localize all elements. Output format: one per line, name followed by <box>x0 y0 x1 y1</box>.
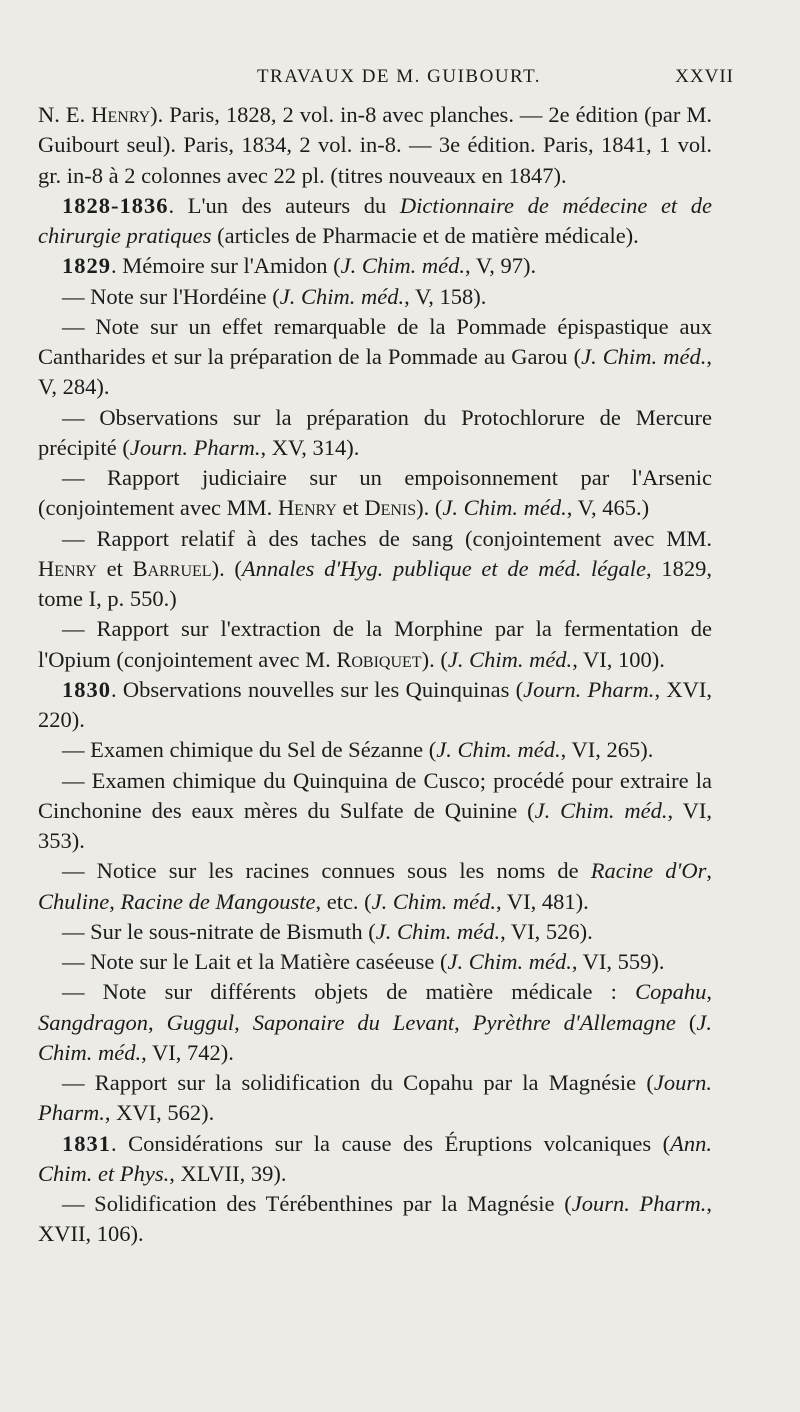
text-run: , V, 97). <box>465 253 537 279</box>
text-run: ). Paris, 1828, 2 vol. in-8 avec planches. — 2e édition (par M. Guibourt seul). Paris, 1834, 2 vol. in-8. — 3e édition. Paris, 1841, 1 vol. gr. in-8 à 2 colonnes avec 22 pl. (titres nouveaux en 1847). <box>38 102 713 188</box>
small-caps-run: Denis <box>364 495 417 521</box>
small-caps-run: Henry <box>277 495 337 521</box>
text-run: — Examen chimique du Sel de Sézanne ( <box>62 737 437 763</box>
bibliography-entry <box>38 403 712 464</box>
text-run: , VI, 526). <box>500 918 593 944</box>
text-run: et <box>96 555 133 581</box>
text-run: — Note sur le Lait et la Matière caséeuse ( <box>62 949 448 974</box>
bibliography-entry <box>38 1068 712 1129</box>
text-run: ( <box>675 1009 697 1035</box>
italic-run: Racine d'Or <box>590 858 707 884</box>
text-run: — Rapport sur l'extraction de la Morphine par la fermentation de l'Opium (conjointement avec M. <box>38 616 712 672</box>
bibliography-entry <box>38 675 712 736</box>
bibliography-entry <box>38 191 712 252</box>
italic-run: J. Chim. méd. <box>436 737 561 763</box>
text-run: , XVII, 106). <box>38 1191 712 1247</box>
entry-year: 1829 <box>62 253 111 279</box>
text-run: , VI, 353). <box>38 797 713 853</box>
italic-run: Saponaire du Levant <box>252 1009 455 1035</box>
italic-run: Ann. Chim. et Phys. <box>38 1130 712 1186</box>
bibliography-entry <box>38 917 712 947</box>
entry-year: 1831 <box>62 1130 111 1156</box>
text-run: , VI, 265). <box>560 737 654 763</box>
text-run: N. E. <box>38 102 92 127</box>
text-run: , <box>109 888 121 914</box>
text-run: , VI, 481). <box>496 888 589 914</box>
text-run: (articles de Pharmacie et de matière médicale). <box>211 223 639 248</box>
italic-run: J. Chim. méd. <box>581 344 707 369</box>
bibliography-entry <box>38 947 712 977</box>
italic-run: J. Chim. méd. <box>371 888 497 914</box>
text-run: , XLVII, 39). <box>169 1160 287 1186</box>
text-run: ). ( <box>421 646 448 672</box>
italic-run: Racine de Mangouste <box>120 888 316 914</box>
italic-run: J. Chim. méd. <box>375 918 501 944</box>
text-run: , VI, 559). <box>571 949 665 974</box>
bibliography-entry <box>38 856 712 917</box>
text-run: — Examen chimique du Quinquina de Cusco; procédé pour extraire la Cinchonine des eaux mères du Sulfate de Quinine ( <box>38 767 712 823</box>
text-run: , VI, 100). <box>572 646 665 672</box>
text-run: , <box>454 1009 473 1035</box>
running-title: TRAVAUX DE M. GUIBOURT. <box>256 66 542 87</box>
italic-run: Journ. Pharm. <box>38 1070 712 1126</box>
bibliography-entry <box>38 614 712 675</box>
italic-run: Annales d'Hyg. publique et de méd. légale <box>241 555 647 581</box>
italic-run: J. Chim. méd. <box>38 1009 713 1065</box>
text-run: , <box>234 1009 253 1035</box>
text-run: ). ( <box>416 495 443 521</box>
bibliography-list <box>38 100 712 1250</box>
bibliography-entry <box>38 1129 712 1190</box>
text-run: — Solidification des Térébenthines par la Magnésie ( <box>62 1191 572 1216</box>
text-run: , V, 465.) <box>566 495 650 521</box>
text-run: , <box>148 1009 167 1035</box>
text-run: , XV, 314). <box>260 434 360 460</box>
small-caps-run: Henry <box>38 555 97 581</box>
page-header <box>64 66 734 94</box>
bibliography-entry <box>38 100 712 191</box>
bibliography-entry <box>38 524 712 615</box>
text-run: , V, 158). <box>404 283 487 309</box>
text-run: . L'un des auteurs du <box>168 192 400 218</box>
italic-run: J. Chim. méd. <box>279 283 405 309</box>
text-run: . Observations nouvelles sur les Quinquinas ( <box>111 676 524 702</box>
bibliography-entry <box>38 282 712 312</box>
bibliography-entry <box>38 312 712 403</box>
italic-run: J. Chim. méd. <box>534 797 668 823</box>
page-number: XXVII <box>675 66 734 87</box>
italic-run: Dictionnaire de médecine et de chirurgie pratiques <box>38 192 713 248</box>
entry-year: 1828-1836 <box>62 192 169 218</box>
small-caps-run: Henry <box>91 102 151 127</box>
italic-run: Chuline <box>38 888 110 914</box>
text-run: — Notice sur les racines connues sous les noms de <box>62 858 591 884</box>
italic-run: Pyrèthre d'Allemagne <box>472 1009 676 1035</box>
bibliography-entry <box>38 977 712 1068</box>
text-run: , <box>706 858 712 884</box>
text-run: — Rapport relatif à des taches de sang (conjointement avec MM. <box>62 525 712 551</box>
bibliography-entry <box>38 251 712 281</box>
italic-run: J. Chim. méd. <box>340 253 466 279</box>
italic-run: Sangdragon <box>38 1009 149 1035</box>
italic-run: Guggul <box>166 1009 235 1035</box>
bibliography-entry <box>38 766 712 857</box>
bibliography-entry <box>38 463 712 524</box>
entry-year: 1830 <box>62 676 111 702</box>
text-run: — Note sur un effet remarquable de la Pommade épispastique aux Cantharides et sur la préparation de la Pommade au Garou ( <box>38 313 712 369</box>
text-run: ). ( <box>211 555 242 581</box>
text-run: , 1829, tome I, p. 550.) <box>38 555 712 611</box>
text-run: , XVI, 220). <box>38 676 712 732</box>
text-run: . Considérations sur la cause des Éruptions volcaniques ( <box>111 1130 671 1156</box>
text-run: — Rapport judiciaire sur un empoisonnement par l'Arsenic (conjointement avec MM. <box>38 465 712 521</box>
text-run: , etc. ( <box>315 888 372 914</box>
italic-run: J. Chim. méd. <box>447 646 573 672</box>
text-run: , <box>706 979 712 1005</box>
text-run: , VI, 742). <box>141 1039 234 1065</box>
bibliography-entry <box>38 735 712 765</box>
italic-run: Journ. Pharm. <box>571 1191 707 1216</box>
italic-run: J. Chim. méd. <box>447 949 572 974</box>
text-run: , V, 284). <box>38 344 712 400</box>
text-run: — Rapport sur la solidification du Copahu par la Magnésie ( <box>62 1070 654 1095</box>
small-caps-run: Barruel <box>132 555 212 581</box>
italic-run: Journ. Pharm. <box>523 676 655 702</box>
text-run: — Note sur l'Hordéine ( <box>62 283 280 309</box>
text-run: — Observations sur la préparation du Protochlorure de Mercure précipité ( <box>38 404 712 460</box>
italic-run: J. Chim. méd. <box>442 495 567 521</box>
italic-run: Copahu <box>635 979 707 1005</box>
text-run: — Note sur différents objets de matière médicale : <box>62 979 636 1005</box>
bibliography-entry <box>38 1189 712 1250</box>
small-caps-run: Robiquet <box>336 646 422 672</box>
text-run: , XVI, 562). <box>104 1100 215 1126</box>
text-run: . Mémoire sur l'Amidon ( <box>111 253 341 279</box>
text-run: et <box>336 495 365 521</box>
italic-run: Journ. Pharm. <box>129 434 261 460</box>
text-run: — Sur le sous-nitrate de Bismuth ( <box>62 918 376 944</box>
